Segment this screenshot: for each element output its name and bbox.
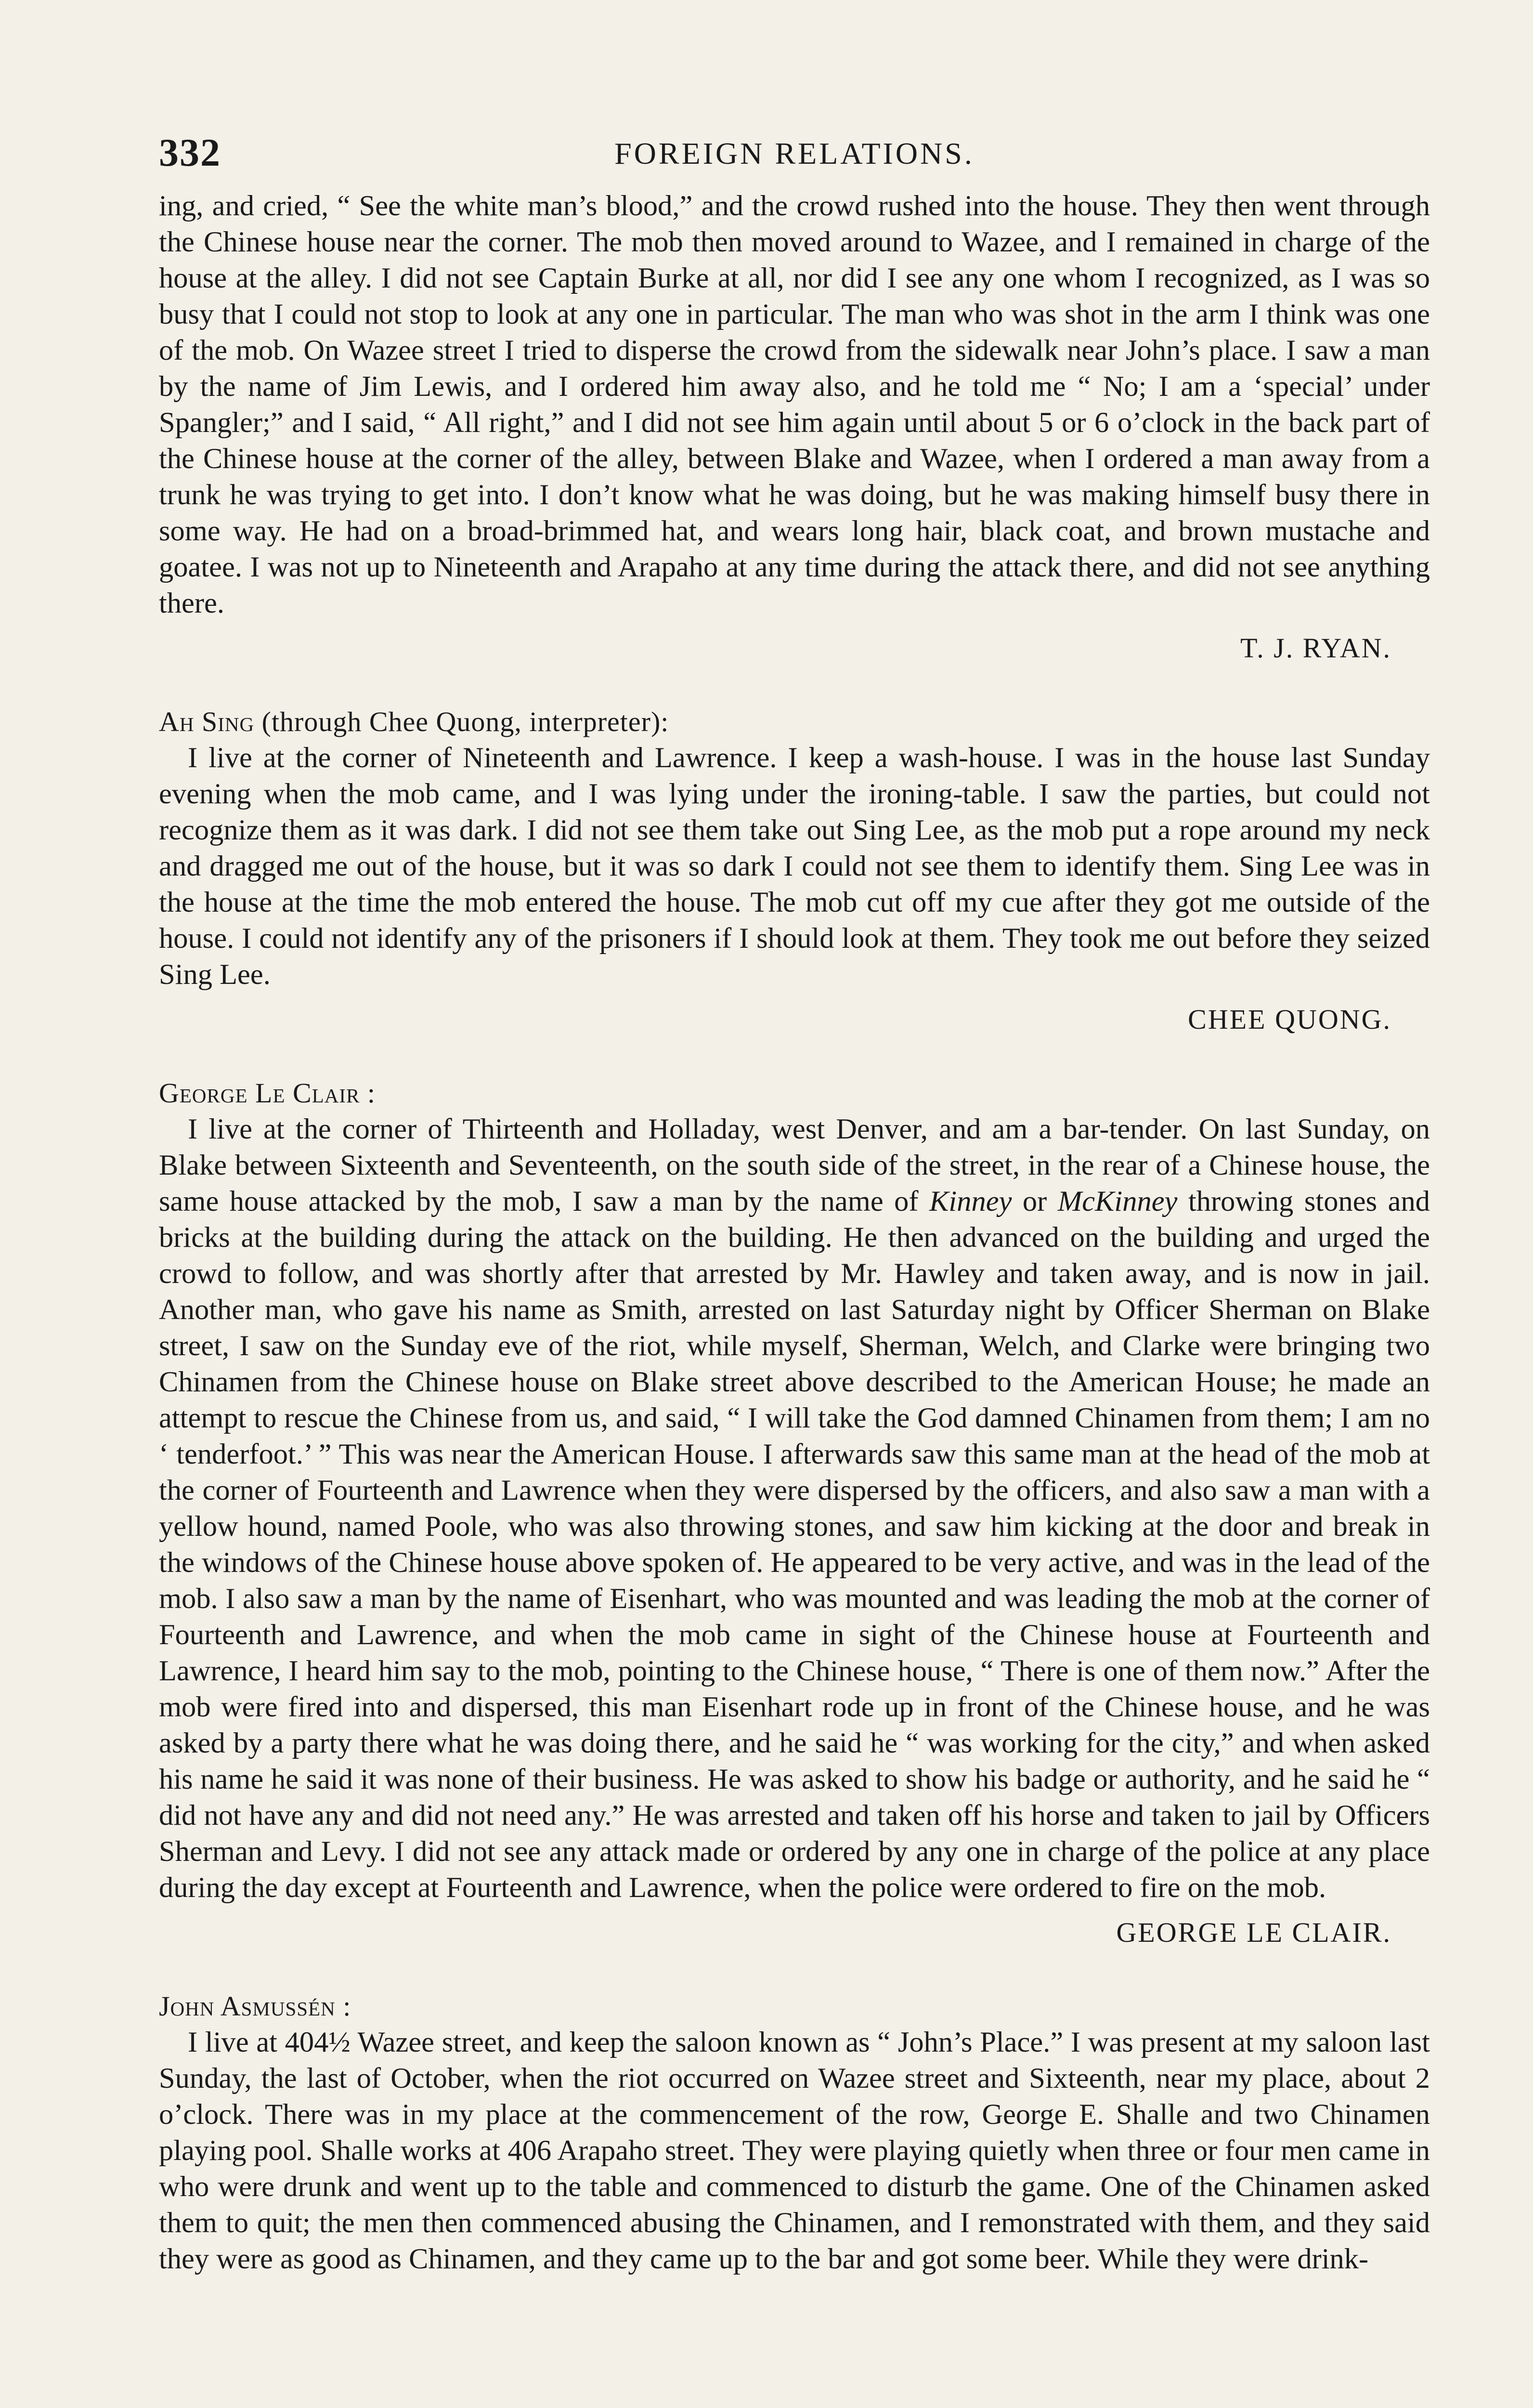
testimony-ryan <box>159 188 1430 666</box>
speaker-note: : <box>335 1990 351 2022</box>
speaker-note: (through Chee Quong, interpreter): <box>254 706 669 737</box>
text-run: I live at the corner of Thirteenth and Holladay, west Denver, and am a bar-tender. On last Sunday, on Blake between Sixteenth and Seventeenth, on the south side of the street, in the rear of a Chinese house, the same house attacked by the mob, I saw a man by the name of <box>159 1113 1430 1217</box>
speaker-heading <box>159 704 1430 740</box>
text-run: throwing stones and bricks at the building during the attack on the building. He then advanced on the building and urged the crowd to follow, and was shortly after that arrested by Mr. Hawley and taken away, and is now in jail. Another man, who gave his name as Smith, arrested on last Saturday night by Officer Sherman on Blake street, I saw on the Sunday eve of the riot, while myself, Sherman, Welch, and Clarke were bringing two Chinamen from the Chinese house on Blake street above described to the American House; he made an attempt to rescue the Chinese from us, and said, “ I will take the God damned Chinamen from them; I am no ‘ tenderfoot.’ ” This was near the American House. I afterwards saw this same man at the head of the mob at the corner of Fourteenth and Lawrence when they were dispersed by the officers, and also saw a man with a yellow hound, named Poole, who was also throwing stones, and saw him kicking at the door and break in the windows of the Chinese house above spoken of. He appeared to be very active, and was in the lead of the mob. I also saw a man by the name of Eisenhart, who was mounted and was leading the mob at the corner of Fourteenth and Lawrence, and when the mob came in sight of the Chinese house at Fourteenth and Lawrence, I heard him say to the mob, pointing to the Chinese house, “ There is one of them now.” After the mob were fired into and dispersed, this man Eisenhart rode up in front of the Chinese house, and he was asked by a party there what he was doing there, and he said he “ was working for the city,” and when asked his name he said it was none of their business. He was asked to show his badge or authority, and he said he “ did not have any and did not need any.” He was arrested and taken off his horse and taken to jail by Officers Sherman and Levy. I did not see any attack made or ordered by any one in charge of the police at any place during the day except at Fourteenth and Lawrence, when the police were ordered to fire on the mob. <box>159 1185 1430 1904</box>
testimony-ah-sing <box>159 704 1430 1037</box>
text-run: or <box>1012 1185 1058 1217</box>
speaker-name: George Le Clair <box>159 1077 360 1109</box>
speaker-name: John Asmussén <box>159 1990 336 2022</box>
page-number: 332 <box>159 131 221 174</box>
testimony-paragraph: ing, and cried, “ See the white man’s blood,” and the crowd rushed into the house. They then went through the Chinese house near the corner. The mob then moved around to Wazee, and I remained in charge of the house at the alley. I did not see Captain Burke at all, nor did I see any one whom I recognized, as I was so busy that I could not stop to look at any one in particular. The man who was shot in the arm I think was one of the mob. On Wazee street I tried to disperse the crowd from the sidewalk near John’s place. I saw a man by the name of Jim Lewis, and I ordered him away also, and he told me “ No; I am a ‘special’ under Spangler;” and I said, “ All right,” and I did not see him again until about 5 or 6 o’clock in the back part of the Chinese house at the corner of the alley, between Blake and Wazee, when I ordered a man away from a trunk he was trying to get into. I don’t know what he was doing, but he was making himself busy there in some way. He had on a broad-brimmed hat, and wears long hair, black coat, and brown mustache and goatee. I was not up to Nineteenth and Arapaho at any time during the attack there, and did not see anything there. <box>159 190 1430 619</box>
running-head: FOREIGN RELATIONS. <box>614 136 974 170</box>
signature: CHEE QUONG. <box>1188 1004 1391 1035</box>
speaker-name: Ah Sing <box>159 706 255 737</box>
testimony-asmussen <box>159 1988 1430 2277</box>
speaker-heading <box>159 1075 1430 1111</box>
speaker-heading <box>159 1988 1430 2024</box>
signature: T. J. RYAN. <box>1240 632 1391 664</box>
document-page <box>159 130 1430 2277</box>
testimony-paragraph <box>159 1111 1430 1906</box>
testimony-paragraph: I live at 404½ Wazee street, and keep the saloon known as “ John’s Place.” I was present at my saloon last Sunday, the last of October, when the riot occurred on Wazee street and Sixteenth, near my place, about 2 o’clock. There was in my place at the commencement of the row, George E. Shalle and two Chinamen playing pool. Shalle works at 406 Arapaho street. They were playing quietly when three or four men came in who were drunk and went up to the table and commenced to disturb the game. One of the Chinamen asked them to quit; the men then commenced abusing the Chinamen, and I remonstrated with them, and they said they were as good as Chinamen, and they came up to the bar and got some beer. While they were drink- <box>159 2026 1430 2275</box>
page-header <box>159 130 1430 188</box>
italic-name: McKinney <box>1057 1185 1178 1217</box>
italic-name: Kinney <box>929 1185 1012 1217</box>
testimony-paragraph: I live at the corner of Nineteenth and Lawrence. I keep a wash-house. I was in the house last Sunday evening when the mob came, and I was lying under the ironing-table. I saw the parties, but could not recognize them as it was dark. I did not see them take out Sing Lee, as the mob put a rope around my neck and dragged me out of the house, but it was so dark I could not see them to identify them. Sing Lee was in the house at the time the mob entered the house. The mob cut off my cue after they got me outside of the house. I could not identify any of the prisoners if I should look at them. They took me out before they seized Sing Lee. <box>159 742 1430 991</box>
testimony-le-clair <box>159 1075 1430 1950</box>
signature: GEORGE LE CLAIR. <box>1116 1917 1391 1948</box>
speaker-note: : <box>360 1077 376 1109</box>
